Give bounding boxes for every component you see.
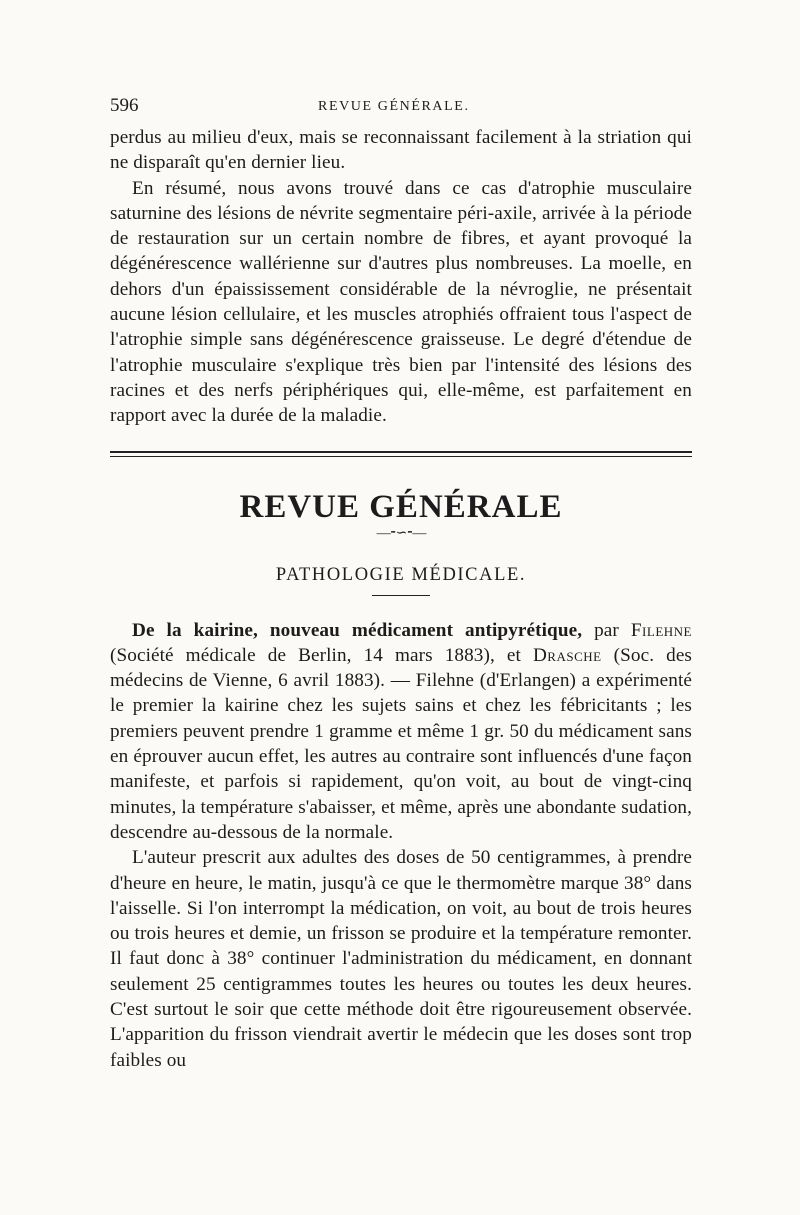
running-head xyxy=(110,95,692,125)
section-title: REVUE GÉNÉRALE xyxy=(239,488,563,525)
article-author-drasche: Drasche xyxy=(532,644,602,666)
section-divider xyxy=(110,451,692,457)
intro-paragraph-2: En résumé, nous avons trouvé dans ce cas d'atrophie musculaire saturnine des lésions de névrite segmentaire péri-axile, arrivée à la période de restauration sur un certain nombre de fibres, et ayant provoqué la dégénérescence wallérienne sur d'autres plus nombreuses. La moelle, en dehors d'un épaississement considérable de la névroglie, ne présentait aucune lésion cellulaire, et les muscles atrophiés offraient tous l'aspect de l'atrophie simple sans dégénérescence graisseuse. Le degré d'étendue de l'atrophie musculaire s'explique très bien par l'intensité des lésions des racines et des nerfs périphériques qui, elle-même, est parfaitement en rapport avec la durée de la maladie. xyxy=(110,177,692,427)
subsection-rule xyxy=(372,595,430,596)
article-author-filehne: Filehne xyxy=(630,619,692,641)
page-number: 596 xyxy=(110,95,139,116)
running-title: REVUE GÉNÉRALE. xyxy=(318,99,470,114)
article-paragraph-2: L'auteur prescrit aux adultes des doses de 50 centigrammes, à prendre d'heure en heure, le matin, jusqu'à ce que le thermomètre marque 38° dans l'aisselle. Si l'on interrompt la médication, on voit, au bout de trois heures ou trois heures et demie, un frisson se produire et la température remonter. Il faut donc à 38° continuer l'administration du médicament, en donnant seulement 25 centigrammes toutes les heures ou toutes les deux heures. C'est surtout le soir que cette méthode doit être rigoureusement observée. L'apparition du frisson viendrait avertir le médecin que les doses sont trop faibles ou xyxy=(110,847,692,1071)
article-par: par xyxy=(582,619,631,641)
article-title: De la kairine, nouveau médicament antipyrétique, xyxy=(132,619,583,641)
article xyxy=(110,618,692,1073)
title-ornament: —⁃∽⁃— xyxy=(376,525,426,541)
subsection-title: PATHOLOGIE MÉDICALE. xyxy=(275,564,527,585)
article-body: (Soc. des médecins de Vienne, 6 avril 1883). — Filehne (d'Erlangen) a expérimenté le premier la kairine chez les sujets sains et chez les fébricitants ; les premiers peuvent prendre 1 gramme et même 1 gr. 50 du médicament sans en éprouver aucun effet, les autres au contraire sont influencés d'une façon manifeste, et parfois si rapidement, qu'on voit, au bout de vingt-cinq minutes, la température s'abaisser, et même, après une abondante sudation, descendre au-dessous de la normale. xyxy=(110,644,692,843)
article-paragraph-1 xyxy=(110,618,692,846)
intro-paragraph-1: perdus au milieu d'eux, mais se reconnaissant facilement à la striation qui ne disparaît qu'en dernier lieu. xyxy=(110,127,692,174)
page xyxy=(110,95,692,1073)
article-reference-1: (Société médicale de Berlin, 14 mars 1883), et xyxy=(110,644,533,666)
